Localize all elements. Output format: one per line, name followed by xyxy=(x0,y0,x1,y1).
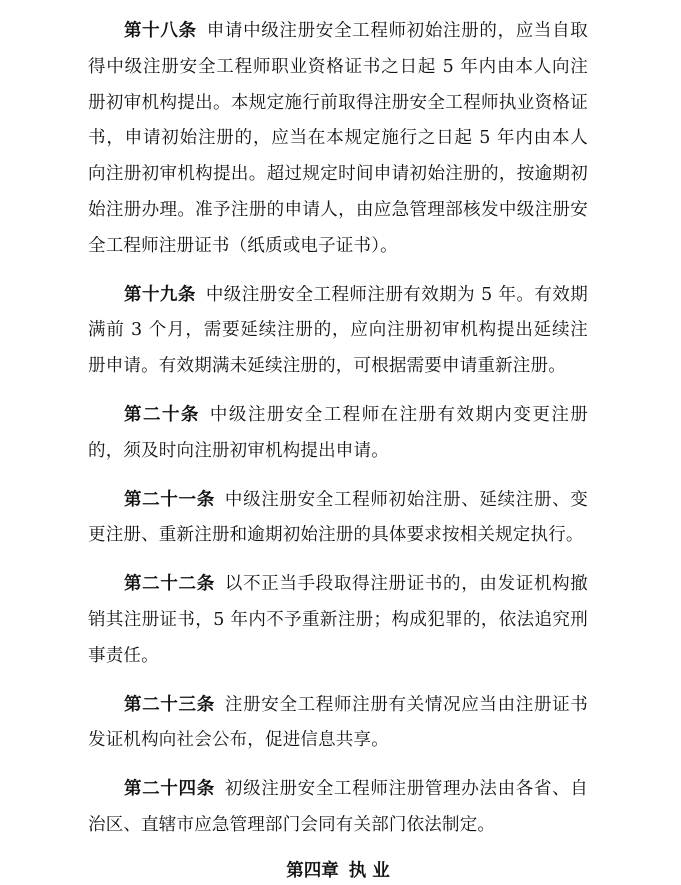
article-number: 第二十条 xyxy=(124,404,200,425)
article-19 xyxy=(88,278,588,385)
article-22 xyxy=(88,567,588,674)
document-page xyxy=(88,14,588,885)
article-text: 注册安全工程师注册有关情况应当由注册证书发证机构向社会公布，促进信息共享。 xyxy=(88,694,589,751)
article-number: 第二十二条 xyxy=(124,574,215,595)
article-text: 初级注册安全工程师注册管理办法由各省、自治区、直辖市应急管理部门会同有关部门依法制定。 xyxy=(88,779,589,835)
article-21 xyxy=(88,483,588,555)
article-18 xyxy=(88,14,588,265)
chapter-number: 第四章 xyxy=(286,860,339,881)
article-24 xyxy=(88,772,588,844)
article-number: 第二十一条 xyxy=(124,489,215,510)
article-text: 以不正当手段取得注册证书的，由发证机构撤销其注册证书，5 年内不予重新注册；构成犯罪的，依法追究刑事责任。 xyxy=(88,574,589,666)
article-23 xyxy=(88,688,588,760)
article-text: 中级注册安全工程师在注册有效期内变更注册的，须及时向注册初审机构提出申请。 xyxy=(88,404,589,461)
chapter-heading xyxy=(88,857,588,885)
article-text: 中级注册安全工程师注册有效期为 5 年。有效期满前 3 个月，需要延续注册的，应向注册初审机构提出延续注册申请。有效期满未延续注册的，可根据需要申请重新注册。 xyxy=(88,284,588,377)
article-20 xyxy=(88,398,588,470)
chapter-title: 执 业 xyxy=(348,860,390,881)
article-number: 第十八条 xyxy=(124,21,197,41)
article-text: 申请中级注册安全工程师初始注册的，应当自取得中级注册安全工程师职业资格证书之日起 5 年内由本人向注册初审机构提出。本规定施行前取得注册安全工程师执业资格证书，申请初始注册的，应当在本规定施行之日起 5 年内由本人向注册初审机构提出。超过规定时间申请初始注册的，按逾期初始注册办理。准予注册的申请人，由应急管理部核发中级注册安全工程师注册证书（纸质或电子证书）。 xyxy=(88,21,588,256)
article-number: 第二十三条 xyxy=(124,694,215,715)
article-number: 第十九条 xyxy=(124,284,196,305)
article-number: 第二十四条 xyxy=(124,779,215,800)
article-text: 中级注册安全工程师初始注册、延续注册、变更注册、重新注册和逾期初始注册的具体要求按相关规定执行。 xyxy=(88,489,589,546)
